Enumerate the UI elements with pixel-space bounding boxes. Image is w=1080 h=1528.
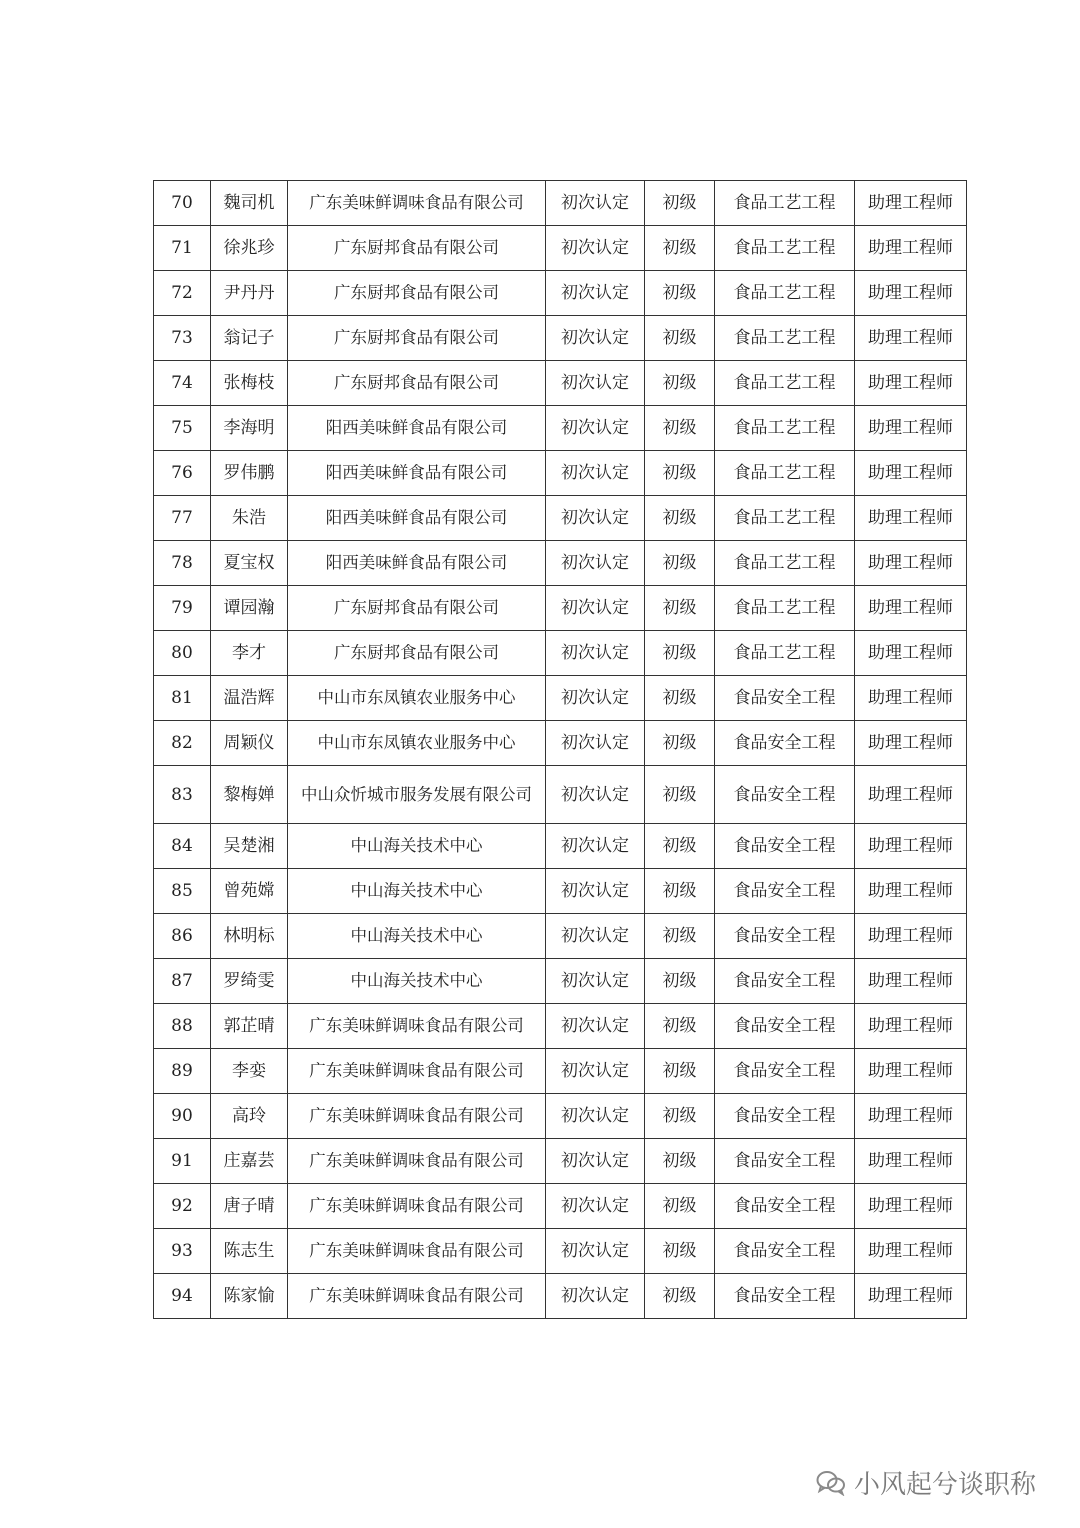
- major-cell: 食品安全工程: [715, 869, 855, 914]
- organization-cell: 阳西美味鲜食品有限公司: [288, 406, 546, 451]
- title-cell: 助理工程师: [855, 586, 967, 631]
- application-type-cell: 初次认定: [546, 496, 645, 541]
- organization-cell: 中山海关技术中心: [288, 914, 546, 959]
- organization-cell: 广东美味鲜调味食品有限公司: [288, 1274, 546, 1319]
- application-type-cell: 初次认定: [546, 1274, 645, 1319]
- table-row: [154, 1004, 967, 1049]
- application-type-cell: 初次认定: [546, 914, 645, 959]
- major-cell: 食品工艺工程: [715, 451, 855, 496]
- organization-cell: 阳西美味鲜食品有限公司: [288, 451, 546, 496]
- table-row: [154, 361, 967, 406]
- level-cell: 初级: [645, 1094, 715, 1139]
- name-cell: 周颖仪: [211, 721, 288, 766]
- table-row: [154, 406, 967, 451]
- name-cell: 罗伟鹏: [211, 451, 288, 496]
- application-type-cell: 初次认定: [546, 676, 645, 721]
- organization-cell: 广东美味鲜调味食品有限公司: [288, 1139, 546, 1184]
- level-cell: 初级: [645, 1229, 715, 1274]
- level-cell: 初级: [645, 1139, 715, 1184]
- level-cell: 初级: [645, 406, 715, 451]
- major-cell: 食品工艺工程: [715, 586, 855, 631]
- level-cell: 初级: [645, 226, 715, 271]
- level-cell: 初级: [645, 766, 715, 824]
- row-number-cell: 86: [154, 914, 211, 959]
- row-number-cell: 80: [154, 631, 211, 676]
- major-cell: 食品安全工程: [715, 766, 855, 824]
- table-row: [154, 1094, 967, 1139]
- name-cell: 谭园瀚: [211, 586, 288, 631]
- name-cell: 徐兆珍: [211, 226, 288, 271]
- application-type-cell: 初次认定: [546, 1094, 645, 1139]
- major-cell: 食品工艺工程: [715, 361, 855, 406]
- level-cell: 初级: [645, 959, 715, 1004]
- level-cell: 初级: [645, 631, 715, 676]
- table-row: [154, 1229, 967, 1274]
- title-cell: 助理工程师: [855, 1049, 967, 1094]
- name-cell: 庄嘉芸: [211, 1139, 288, 1184]
- name-cell: 吴楚湘: [211, 824, 288, 869]
- title-cell: 助理工程师: [855, 824, 967, 869]
- level-cell: 初级: [645, 451, 715, 496]
- table-row: [154, 959, 967, 1004]
- level-cell: 初级: [645, 721, 715, 766]
- organization-cell: 广东美味鲜调味食品有限公司: [288, 1004, 546, 1049]
- organization-cell: 广东厨邦食品有限公司: [288, 586, 546, 631]
- table-row: [154, 824, 967, 869]
- level-cell: 初级: [645, 1184, 715, 1229]
- table-row: [154, 496, 967, 541]
- application-type-cell: 初次认定: [546, 1004, 645, 1049]
- table-row: [154, 1184, 967, 1229]
- organization-cell: 广东厨邦食品有限公司: [288, 271, 546, 316]
- title-cell: 助理工程师: [855, 914, 967, 959]
- organization-cell: 中山众忻城市服务发展有限公司: [288, 766, 546, 824]
- major-cell: 食品工艺工程: [715, 271, 855, 316]
- title-cell: 助理工程师: [855, 496, 967, 541]
- major-cell: 食品工艺工程: [715, 316, 855, 361]
- level-cell: 初级: [645, 824, 715, 869]
- application-type-cell: 初次认定: [546, 451, 645, 496]
- application-type-cell: 初次认定: [546, 181, 645, 226]
- major-cell: 食品工艺工程: [715, 541, 855, 586]
- organization-cell: 广东美味鲜调味食品有限公司: [288, 181, 546, 226]
- row-number-cell: 81: [154, 676, 211, 721]
- row-number-cell: 90: [154, 1094, 211, 1139]
- table-row: [154, 721, 967, 766]
- row-number-cell: 78: [154, 541, 211, 586]
- row-number-cell: 83: [154, 766, 211, 824]
- title-cell: 助理工程师: [855, 316, 967, 361]
- title-cell: 助理工程师: [855, 631, 967, 676]
- title-cell: 助理工程师: [855, 721, 967, 766]
- application-type-cell: 初次认定: [546, 316, 645, 361]
- name-cell: 张梅枝: [211, 361, 288, 406]
- title-cell: 助理工程师: [855, 1139, 967, 1184]
- name-cell: 陈家愉: [211, 1274, 288, 1319]
- level-cell: 初级: [645, 316, 715, 361]
- row-number-cell: 75: [154, 406, 211, 451]
- level-cell: 初级: [645, 181, 715, 226]
- application-type-cell: 初次认定: [546, 541, 645, 586]
- name-cell: 郭芷晴: [211, 1004, 288, 1049]
- major-cell: 食品安全工程: [715, 824, 855, 869]
- name-cell: 唐子晴: [211, 1184, 288, 1229]
- row-number-cell: 76: [154, 451, 211, 496]
- organization-cell: 中山市东凤镇农业服务中心: [288, 721, 546, 766]
- major-cell: 食品工艺工程: [715, 631, 855, 676]
- application-type-cell: 初次认定: [546, 1139, 645, 1184]
- row-number-cell: 89: [154, 1049, 211, 1094]
- title-cell: 助理工程师: [855, 1274, 967, 1319]
- organization-cell: 阳西美味鲜食品有限公司: [288, 541, 546, 586]
- organization-cell: 阳西美味鲜食品有限公司: [288, 496, 546, 541]
- organization-cell: 广东美味鲜调味食品有限公司: [288, 1049, 546, 1094]
- application-type-cell: 初次认定: [546, 586, 645, 631]
- table-row: [154, 631, 967, 676]
- major-cell: 食品安全工程: [715, 1184, 855, 1229]
- organization-cell: 广东厨邦食品有限公司: [288, 361, 546, 406]
- major-cell: 食品安全工程: [715, 721, 855, 766]
- application-type-cell: 初次认定: [546, 959, 645, 1004]
- name-cell: 曾苑嫦: [211, 869, 288, 914]
- title-cell: 助理工程师: [855, 451, 967, 496]
- table-row: [154, 541, 967, 586]
- organization-cell: 广东厨邦食品有限公司: [288, 316, 546, 361]
- major-cell: 食品工艺工程: [715, 406, 855, 451]
- name-cell: 黎梅婵: [211, 766, 288, 824]
- row-number-cell: 77: [154, 496, 211, 541]
- row-number-cell: 84: [154, 824, 211, 869]
- watermark-text: 小风起兮谈职称: [854, 1470, 1037, 1500]
- level-cell: 初级: [645, 869, 715, 914]
- organization-cell: 中山海关技术中心: [288, 959, 546, 1004]
- organization-cell: 中山海关技术中心: [288, 869, 546, 914]
- row-number-cell: 92: [154, 1184, 211, 1229]
- organization-cell: 中山市东凤镇农业服务中心: [288, 676, 546, 721]
- major-cell: 食品安全工程: [715, 1004, 855, 1049]
- title-cell: 助理工程师: [855, 869, 967, 914]
- watermark: [816, 1464, 1036, 1501]
- title-cell: 助理工程师: [855, 181, 967, 226]
- level-cell: 初级: [645, 914, 715, 959]
- title-cell: 助理工程师: [855, 1094, 967, 1139]
- application-type-cell: 初次认定: [546, 631, 645, 676]
- name-cell: 朱浩: [211, 496, 288, 541]
- row-number-cell: 70: [154, 181, 211, 226]
- level-cell: 初级: [645, 676, 715, 721]
- application-type-cell: 初次认定: [546, 271, 645, 316]
- table-row: [154, 181, 967, 226]
- row-number-cell: 73: [154, 316, 211, 361]
- application-type-cell: 初次认定: [546, 824, 645, 869]
- name-cell: 魏司机: [211, 181, 288, 226]
- name-cell: 李娈: [211, 1049, 288, 1094]
- major-cell: 食品安全工程: [715, 1139, 855, 1184]
- table-row: [154, 271, 967, 316]
- row-number-cell: 82: [154, 721, 211, 766]
- table-row: [154, 1049, 967, 1094]
- row-number-cell: 87: [154, 959, 211, 1004]
- row-number-cell: 93: [154, 1229, 211, 1274]
- row-number-cell: 91: [154, 1139, 211, 1184]
- application-type-cell: 初次认定: [546, 226, 645, 271]
- level-cell: 初级: [645, 361, 715, 406]
- application-type-cell: 初次认定: [546, 406, 645, 451]
- name-cell: 李才: [211, 631, 288, 676]
- level-cell: 初级: [645, 1004, 715, 1049]
- row-number-cell: 88: [154, 1004, 211, 1049]
- table-row: [154, 586, 967, 631]
- name-cell: 林明标: [211, 914, 288, 959]
- table-row: [154, 914, 967, 959]
- wechat-icon: [816, 1470, 846, 1496]
- major-cell: 食品工艺工程: [715, 496, 855, 541]
- application-type-cell: 初次认定: [546, 361, 645, 406]
- organization-cell: 广东美味鲜调味食品有限公司: [288, 1229, 546, 1274]
- level-cell: 初级: [645, 1274, 715, 1319]
- major-cell: 食品工艺工程: [715, 226, 855, 271]
- table-row: [154, 316, 967, 361]
- title-cell: 助理工程师: [855, 1004, 967, 1049]
- organization-cell: 中山海关技术中心: [288, 824, 546, 869]
- roster-table-body: [154, 181, 967, 1319]
- name-cell: 尹丹丹: [211, 271, 288, 316]
- title-cell: 助理工程师: [855, 766, 967, 824]
- organization-cell: 广东厨邦食品有限公司: [288, 631, 546, 676]
- title-cell: 助理工程师: [855, 226, 967, 271]
- table-row: [154, 676, 967, 721]
- table-row: [154, 1274, 967, 1319]
- title-cell: 助理工程师: [855, 676, 967, 721]
- application-type-cell: 初次认定: [546, 1229, 645, 1274]
- title-cell: 助理工程师: [855, 959, 967, 1004]
- level-cell: 初级: [645, 586, 715, 631]
- organization-cell: 广东美味鲜调味食品有限公司: [288, 1094, 546, 1139]
- title-cell: 助理工程师: [855, 1184, 967, 1229]
- row-number-cell: 72: [154, 271, 211, 316]
- table-row: [154, 1139, 967, 1184]
- title-cell: 助理工程师: [855, 541, 967, 586]
- level-cell: 初级: [645, 1049, 715, 1094]
- row-number-cell: 79: [154, 586, 211, 631]
- table-row: [154, 226, 967, 271]
- major-cell: 食品安全工程: [715, 1094, 855, 1139]
- level-cell: 初级: [645, 271, 715, 316]
- major-cell: 食品工艺工程: [715, 181, 855, 226]
- major-cell: 食品安全工程: [715, 914, 855, 959]
- title-cell: 助理工程师: [855, 406, 967, 451]
- application-type-cell: 初次认定: [546, 1184, 645, 1229]
- organization-cell: 广东美味鲜调味食品有限公司: [288, 1184, 546, 1229]
- organization-cell: 广东厨邦食品有限公司: [288, 226, 546, 271]
- name-cell: 陈志生: [211, 1229, 288, 1274]
- name-cell: 夏宝权: [211, 541, 288, 586]
- name-cell: 李海明: [211, 406, 288, 451]
- major-cell: 食品安全工程: [715, 676, 855, 721]
- level-cell: 初级: [645, 496, 715, 541]
- row-number-cell: 85: [154, 869, 211, 914]
- table-row: [154, 766, 967, 824]
- title-cell: 助理工程师: [855, 361, 967, 406]
- title-cell: 助理工程师: [855, 271, 967, 316]
- application-type-cell: 初次认定: [546, 1049, 645, 1094]
- row-number-cell: 94: [154, 1274, 211, 1319]
- application-type-cell: 初次认定: [546, 869, 645, 914]
- name-cell: 温浩辉: [211, 676, 288, 721]
- application-type-cell: 初次认定: [546, 766, 645, 824]
- name-cell: 罗绮雯: [211, 959, 288, 1004]
- major-cell: 食品安全工程: [715, 1229, 855, 1274]
- roster-table: [153, 180, 967, 1319]
- name-cell: 翁记子: [211, 316, 288, 361]
- major-cell: 食品安全工程: [715, 959, 855, 1004]
- major-cell: 食品安全工程: [715, 1274, 855, 1319]
- application-type-cell: 初次认定: [546, 721, 645, 766]
- major-cell: 食品安全工程: [715, 1049, 855, 1094]
- name-cell: 高玲: [211, 1094, 288, 1139]
- title-cell: 助理工程师: [855, 1229, 967, 1274]
- table-row: [154, 869, 967, 914]
- row-number-cell: 71: [154, 226, 211, 271]
- row-number-cell: 74: [154, 361, 211, 406]
- level-cell: 初级: [645, 541, 715, 586]
- table-row: [154, 451, 967, 496]
